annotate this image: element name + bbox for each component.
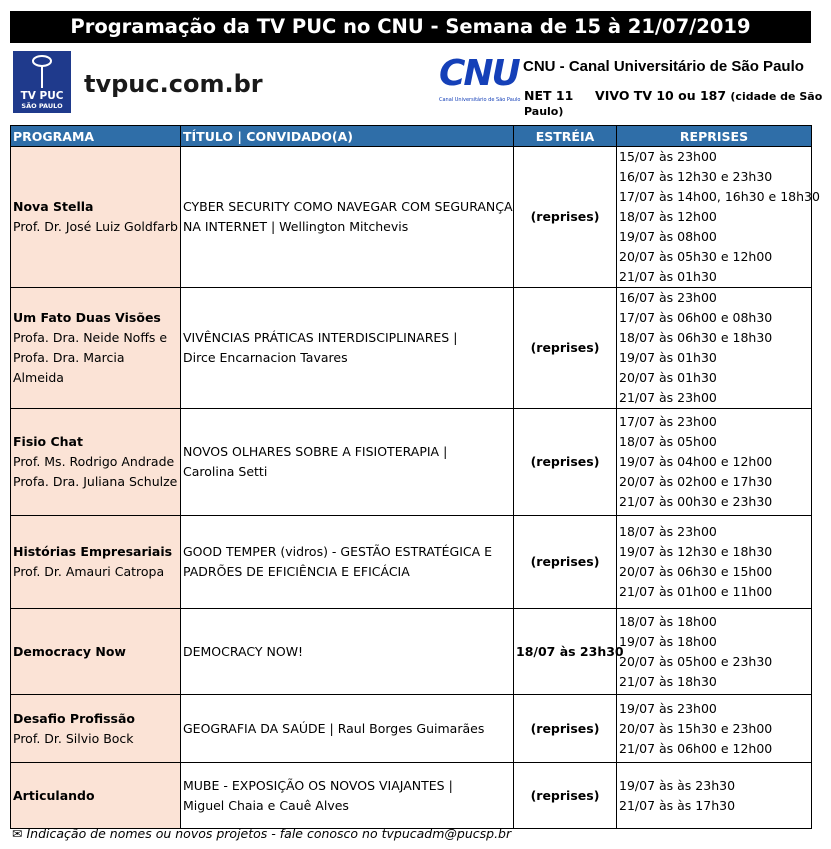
program-cell [11,695,181,763]
program-host: Prof. Dr. Amauri Catropa [13,564,165,579]
reprise-time: 17/07 às 06h00 e 08h30 [619,310,773,325]
table-row [11,763,812,829]
reprise-time: 18/07 às 05h00 [619,434,717,449]
title-cell [181,609,514,695]
title-cell [181,147,514,288]
reprises-cell [617,763,812,829]
footer-note [12,826,511,841]
reprise-time: 21/07 às 23h00 [619,390,717,405]
program-name: Nova Stella [13,199,94,214]
table-row [11,516,812,609]
title-line: DEMOCRACY NOW! [183,643,304,659]
reprise-time: 19/07 às 12h30 e 18h30 [619,544,773,559]
program-cell [11,763,181,829]
col-header-reprises: REPRISES [617,126,812,147]
title-line: NOVOS OLHARES SOBRE A FISIOTERAPIA | [183,444,448,459]
reprise-time: 19/07 às 01h30 [619,350,717,365]
col-header-estreia: ESTRÉIA [514,126,617,147]
table-row [11,409,812,516]
reprise-time: 18/07 às 18h00 [619,613,717,629]
title-line: CYBER SECURITY COMO NAVEGAR COM SEGURANÇA [183,199,513,214]
title-cell [181,516,514,609]
cnu-net: NET 11 [524,88,574,103]
reprise-time: 15/07 às 23h00 [619,149,717,164]
title-cell [181,763,514,829]
reprise-time: 18/07 às 12h00 [619,209,717,224]
logo-line1: TV PUC [20,90,64,102]
table-row [11,147,812,288]
table-row [11,695,812,763]
estreia-cell: (reprises) [514,147,617,288]
reprise-time: 20/07 às 01h30 [619,370,717,385]
cnu-logo [439,53,521,107]
reprise-time: 20/07 às 05h30 e 12h00 [619,249,773,264]
title-line: Dirce Encarnacion Tavares [183,350,348,365]
title-cell [181,695,514,763]
logo-line2: SÃO PAULO [21,102,63,110]
program-name: Histórias Empresariais [13,544,173,559]
title-line: VIVÊNCIAS PRÁTICAS INTERDISCIPLINARES | [183,330,458,345]
mail-icon: ✉ [12,826,23,841]
title-line: PADRÕES DE EFICIÊNCIA E EFICÁCIA [183,564,410,579]
program-host: Prof. Dr. José Luiz Goldfarb [13,219,178,234]
table-header-row [11,126,812,147]
program-host: Prof. Ms. Rodrigo Andrade [13,454,175,469]
program-host: Profa. Dra. Marcia Almeida [13,350,125,385]
title-line: MUBE - EXPOSIÇÃO OS NOVOS VIAJANTES | [183,777,453,793]
program-cell [11,609,181,695]
reprise-time: 21/07 às 06h00 e 12h00 [619,740,773,756]
title-line: GOOD TEMPER (vidros) - GESTÃO ESTRATÉGICA E [183,544,493,559]
cnu-channels [524,88,831,118]
reprise-time: 21/07 às 18h30 [619,673,717,689]
cnu-brand-sub: Canal Universitário de São Paulo [439,97,521,103]
cnu-city: (cidade de São Paulo) [524,90,823,118]
reprise-time: 19/07 às 04h00 e 12h00 [619,454,773,469]
col-header-programa: PROGRAMA [11,126,181,147]
reprise-time: 17/07 às 23h00 [619,414,717,429]
cnu-vivo: VIVO TV 10 ou 187 [595,88,727,103]
reprise-time: 20/07 às 06h30 e 15h00 [619,564,773,579]
reprise-time: 18/07 às 23h00 [619,524,717,539]
reprise-time: 21/07 às 01h30 [619,269,717,284]
program-host: Prof. Dr. Silvio Bock [13,730,134,746]
title-cell [181,288,514,409]
program-host: Profa. Dra. Juliana Schulze [13,474,178,489]
reprises-cell [617,288,812,409]
program-name: Democracy Now [13,643,126,659]
program-name: Um Fato Duas Visões [13,310,161,325]
reprises-cell [617,695,812,763]
reprises-cell [617,147,820,288]
estreia-cell: (reprises) [514,516,617,609]
reprise-time: 20/07 às 02h00 e 17h30 [619,474,773,489]
title-line: GEOGRAFIA DA SAÚDE | Raul Borges Guimarães [183,720,485,736]
program-cell [11,288,181,409]
table-row [11,609,812,695]
reprises-cell [617,409,812,516]
estreia-cell: 18/07 às 23h30 [514,609,617,695]
reprise-time: 21/07 às 00h30 e 23h30 [619,494,773,509]
col-header-titulo: TÍTULO | CONVIDADO(A) [181,126,514,147]
reprises-cell [617,516,812,609]
title-line: Carolina Setti [183,464,268,479]
site-url[interactable]: tvpuc.com.br [84,70,263,98]
reprise-time: 17/07 às 14h00, 16h30 e 18h30 [619,189,820,204]
program-name: Desafio Profissão [13,710,136,726]
title-line: Miguel Chaia e Cauê Alves [183,797,349,813]
table-row [11,288,812,409]
reprise-time: 19/07 às 08h00 [619,229,717,244]
title-line: NA INTERNET | Wellington Mitchevis [183,219,409,234]
reprise-time: 21/07 às 01h00 e 11h00 [619,584,773,599]
cnu-brand: CNU [439,53,519,94]
antenna-icon [27,54,57,90]
title-cell [181,409,514,516]
estreia-cell: (reprises) [514,763,617,829]
tvpuc-logo [13,51,71,113]
reprise-time: 19/07 às 18h00 [619,633,717,649]
reprise-time: 16/07 às 12h30 e 23h30 [619,169,773,184]
program-cell [11,147,181,288]
cnu-title: CNU - Canal Universitário de São Paulo [523,58,804,75]
reprise-time: 16/07 às 23h00 [619,290,717,305]
reprise-time: 18/07 às 06h30 e 18h30 [619,330,773,345]
page-title: Programação da TV PUC no CNU - Semana de 15 à 21/07/2019 [10,11,811,43]
reprises-cell [617,609,812,695]
reprise-time: 21/07 às às 17h30 [619,797,736,813]
footer-text: Indicação de nomes ou novos projetos - fale conosco no tvpucadm@pucsp.br [26,826,512,841]
estreia-cell: (reprises) [514,409,617,516]
program-name: Articulando [13,787,95,803]
program-cell [11,409,181,516]
program-name: Fisio Chat [13,434,83,449]
reprise-time: 19/07 às 23h00 [619,700,717,716]
program-host: Profa. Dra. Neide Noffs e [13,330,168,345]
estreia-cell: (reprises) [514,695,617,763]
reprise-time: 19/07 às às 23h30 [619,777,736,793]
program-cell [11,516,181,609]
reprise-time: 20/07 às 15h30 e 23h00 [619,720,773,736]
estreia-cell: (reprises) [514,288,617,409]
reprise-time: 20/07 às 05h00 e 23h30 [619,653,773,669]
schedule-table [10,125,820,829]
